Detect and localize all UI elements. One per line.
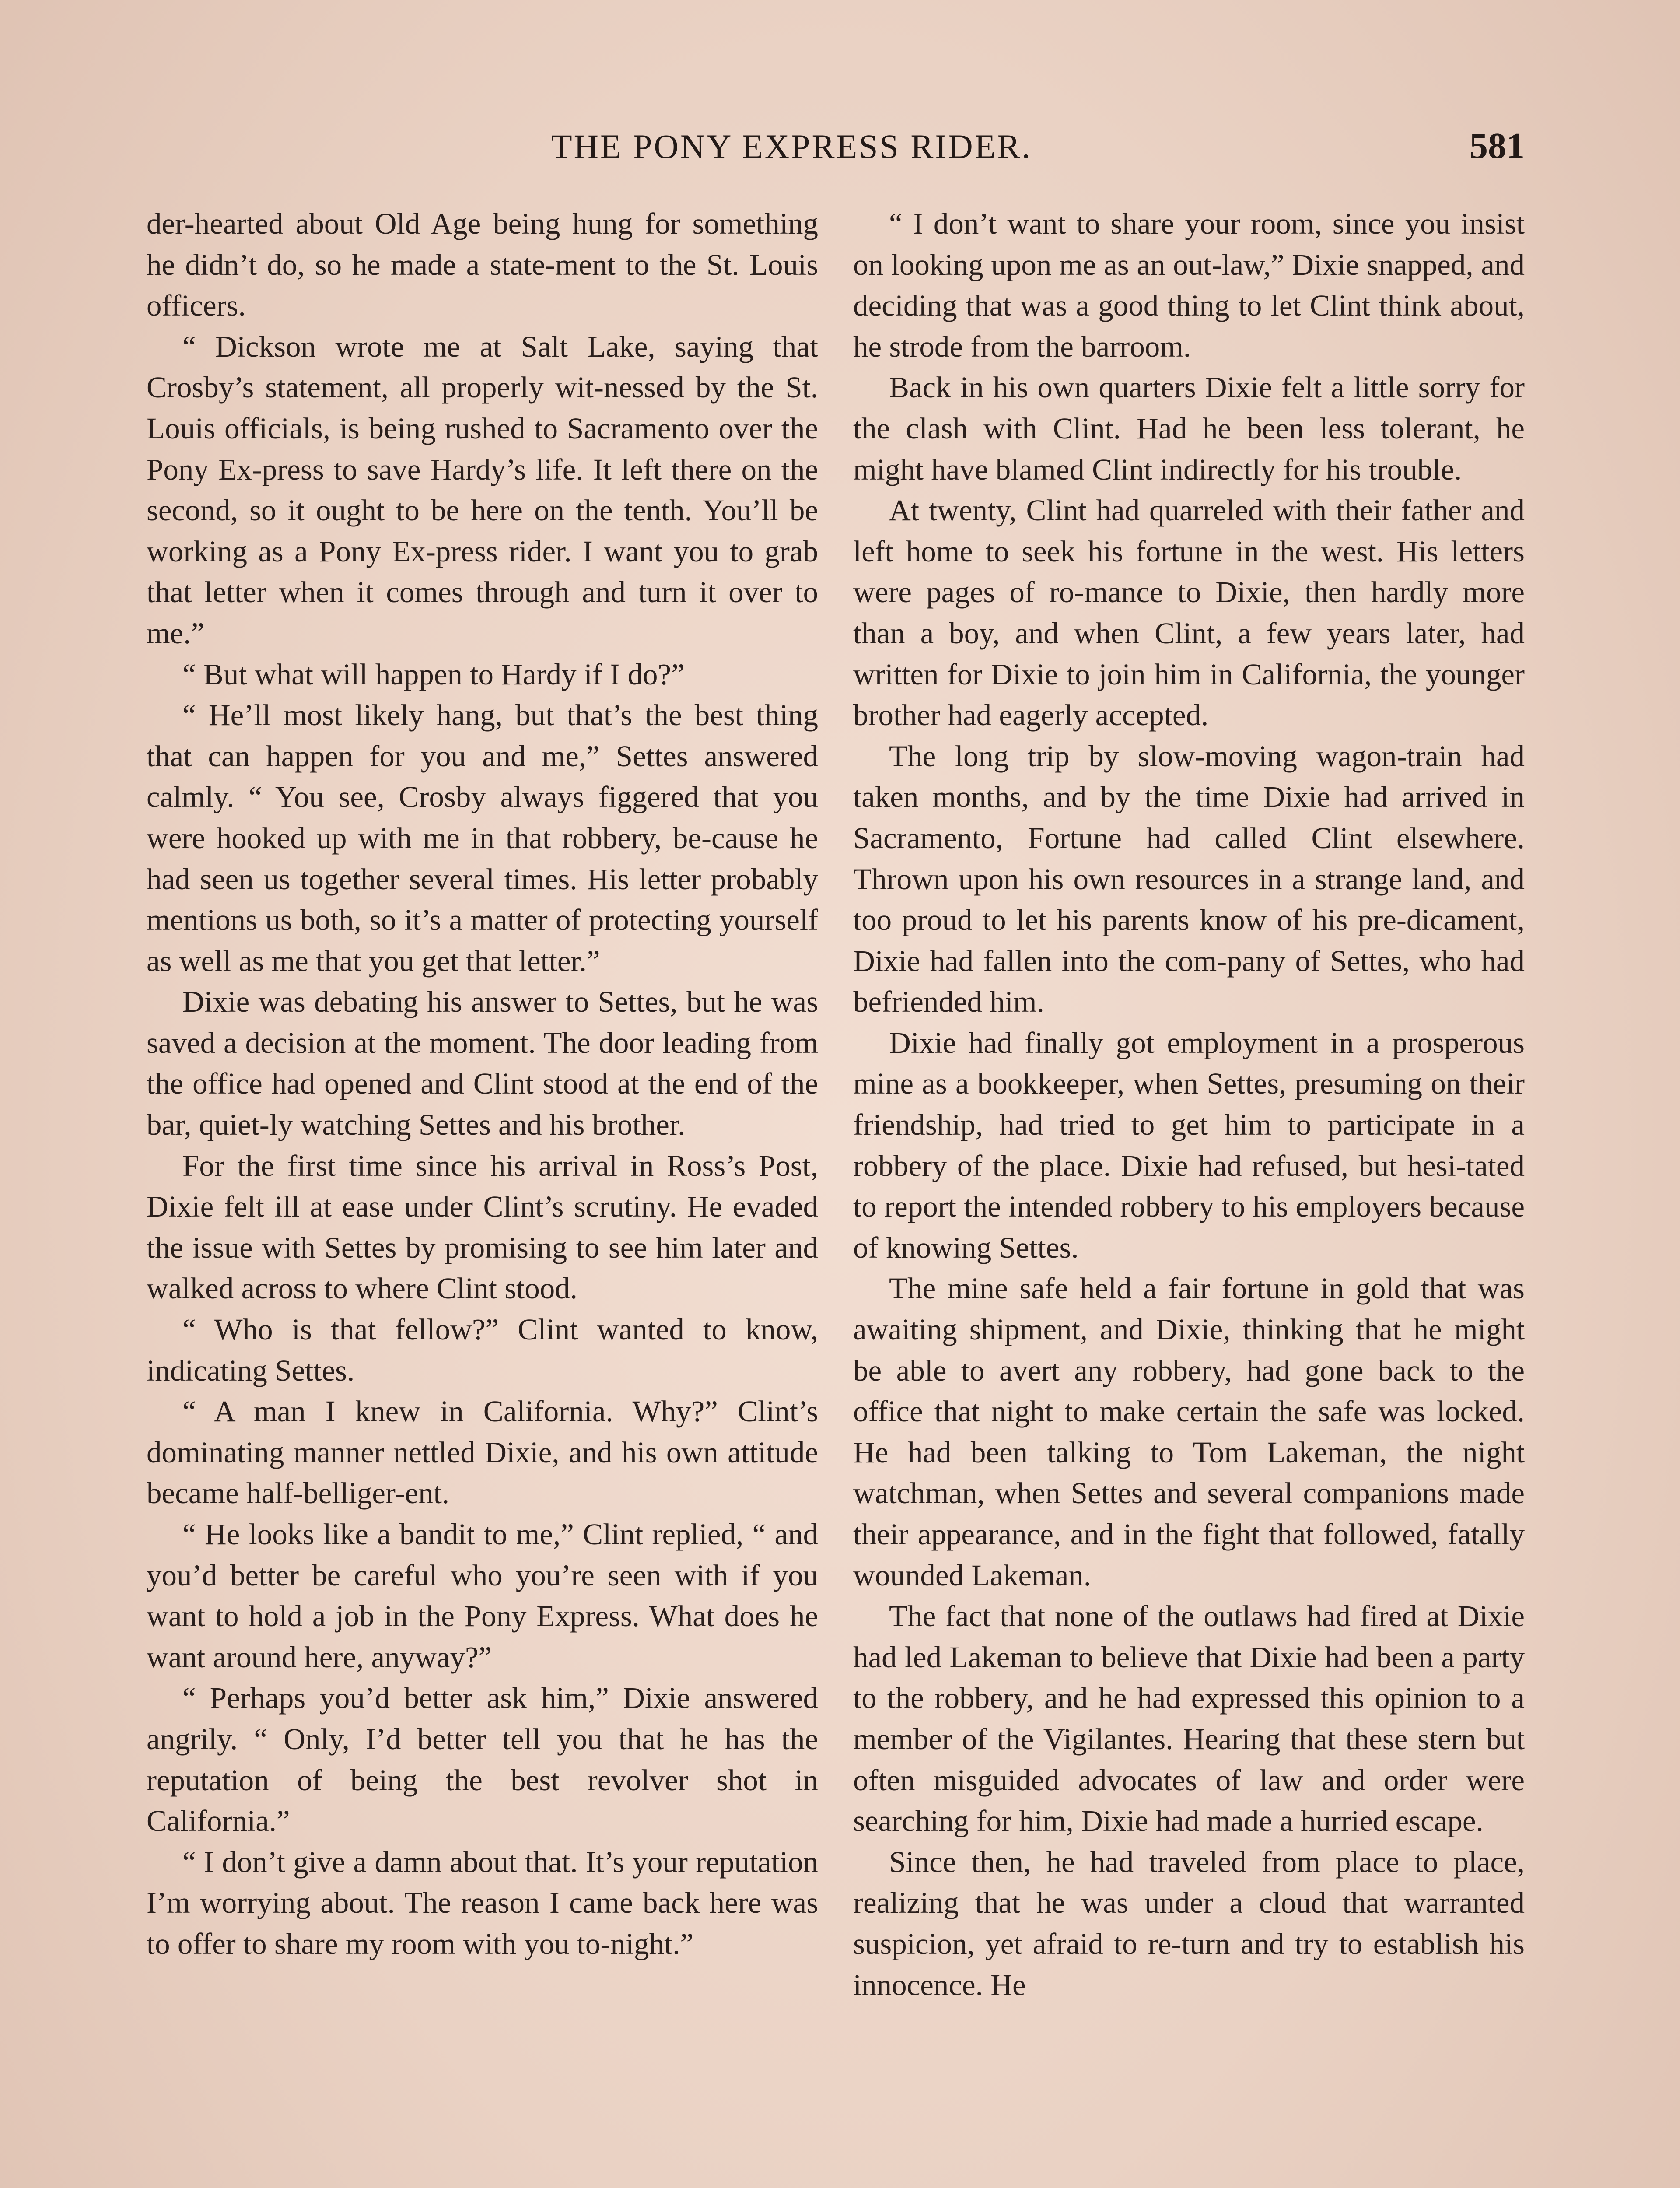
paragraph: The mine safe held a fair fortune in gold that was awaiting shipment, and Dixie, thinking that he might be able to avert any robbery, had gone back to the office that night to make certain the safe was locked. He had been talking to Tom Lakeman, the night watchman, when Settes and several companions made their appearance, and in the fight that followed, fatally wounded Lakeman. (853, 1272, 1525, 1592)
paragraph: der-hearted about Old Age being hung for something he didn’t do, so he made a state-ment to the St. Louis officers. (147, 207, 818, 323)
paragraph: Dixie was debating his answer to Settes, but he was saved a decision at the moment. The door leading from the office had opened and Clint stood at the end of the bar, quiet-ly watching Settes and his brother. (147, 985, 818, 1142)
right-text-column (853, 203, 1525, 2006)
paragraph: “ He’ll most likely hang, but that’s the best thing that can happen for you and me,” Settes answered calmly. “ You see, Crosby always figgered that you were hooked up with me in that robbery, be-cause he had seen us together several times. His letter probably mentions us both, so it’s a matter of protecting yourself as well as me that you get that letter.” (147, 698, 818, 978)
paragraph: “ Who is that fellow?” Clint wanted to know, indicating Settes. (147, 1313, 818, 1387)
paragraph: “ Dickson wrote me at Salt Lake, saying that Crosby’s statement, all properly wit-nessed by the St. Louis officials, is being rushed to Sacramento over the Pony Ex-press to save Hardy’s life. It left there on the second, so it ought to be here on the tenth. You’ll be working as a Pony Ex-press rider. I want you to grab that letter when it comes through and turn it over to me.” (147, 330, 818, 650)
paragraph: The long trip by slow-moving wagon-train had taken months, and by the time Dixie had arrived in Sacramento, Fortune had called Clint elsewhere. Thrown upon his own resources in a strange land, and too proud to let his parents know of his pre-dicament, Dixie had fallen into the com-pany of Settes, who had befriended him. (853, 739, 1525, 1019)
paragraph: Dixie had finally got employment in a prosperous mine as a bookkeeper, when Settes, presuming on their friendship, had tried to get him to participate in a robbery of the place. Dixie had refused, but hesi-tated to report the intended robbery to his employers because of knowing Settes. (853, 1026, 1525, 1264)
paragraph: For the first time since his arrival in Ross’s Post, Dixie felt ill at ease under Clint’s scrutiny. He evaded the issue with Settes by promising to see him later and walked across to where Clint stood. (147, 1149, 818, 1305)
left-text-column (147, 203, 818, 1965)
paragraph: “ Perhaps you’d better ask him,” Dixie answered angrily. “ Only, I’d better tell you that he has the reputation of being the best revolver shot in California.” (147, 1681, 818, 1838)
page-number: 581 (1470, 126, 1525, 166)
paragraph: “ But what will happen to Hardy if I do?” (182, 657, 685, 691)
paragraph: Back in his own quarters Dixie felt a little sorry for the clash with Clint. Had he been less tolerant, he might have blamed Clint indirectly for his trouble. (853, 371, 1525, 486)
paragraph: “ I don’t want to share your room, since you insist on looking upon me as an out-law,” Dixie snapped, and deciding that was a good thing to let Clint think about, he strode from the barroom. (853, 207, 1525, 363)
paragraph: Since then, he had traveled from place to place, realizing that he was under a cloud that warranted suspicion, yet afraid to re-turn and try to establish his innocence. He (853, 1845, 1525, 2002)
paragraph: The fact that none of the outlaws had fired at Dixie had led Lakeman to believe that Dixie had been a party to the robbery, and he had expressed this opinion to a member of the Vigilantes. Hearing that these stern but often misguided advocates of law and order were searching for him, Dixie had made a hurried escape. (853, 1599, 1525, 1838)
paragraph: “ He looks like a bandit to me,” Clint replied, “ and you’d better be careful who you’re seen with if you want to hold a job in the Pony Express. What does he want around here, anyway?” (147, 1518, 818, 1674)
paragraph: At twenty, Clint had quarreled with their father and left home to seek his fortune in the west. His letters were pages of ro-mance to Dixie, then hardly more than a boy, and when Clint, a few years later, had written for Dixie to join him in California, the younger brother had eagerly accepted. (853, 494, 1525, 732)
paragraph: “ A man I knew in California. Why?” Clint’s dominating manner nettled Dixie, and his own attitude became half-belliger-ent. (147, 1395, 818, 1510)
paragraph: “ I don’t give a damn about that. It’s your reputation I’m worrying about. The reason I came back here was to offer to share my room with you to-night.” (147, 1845, 818, 1960)
running-title: THE PONY EXPRESS RIDER. (551, 127, 1032, 165)
